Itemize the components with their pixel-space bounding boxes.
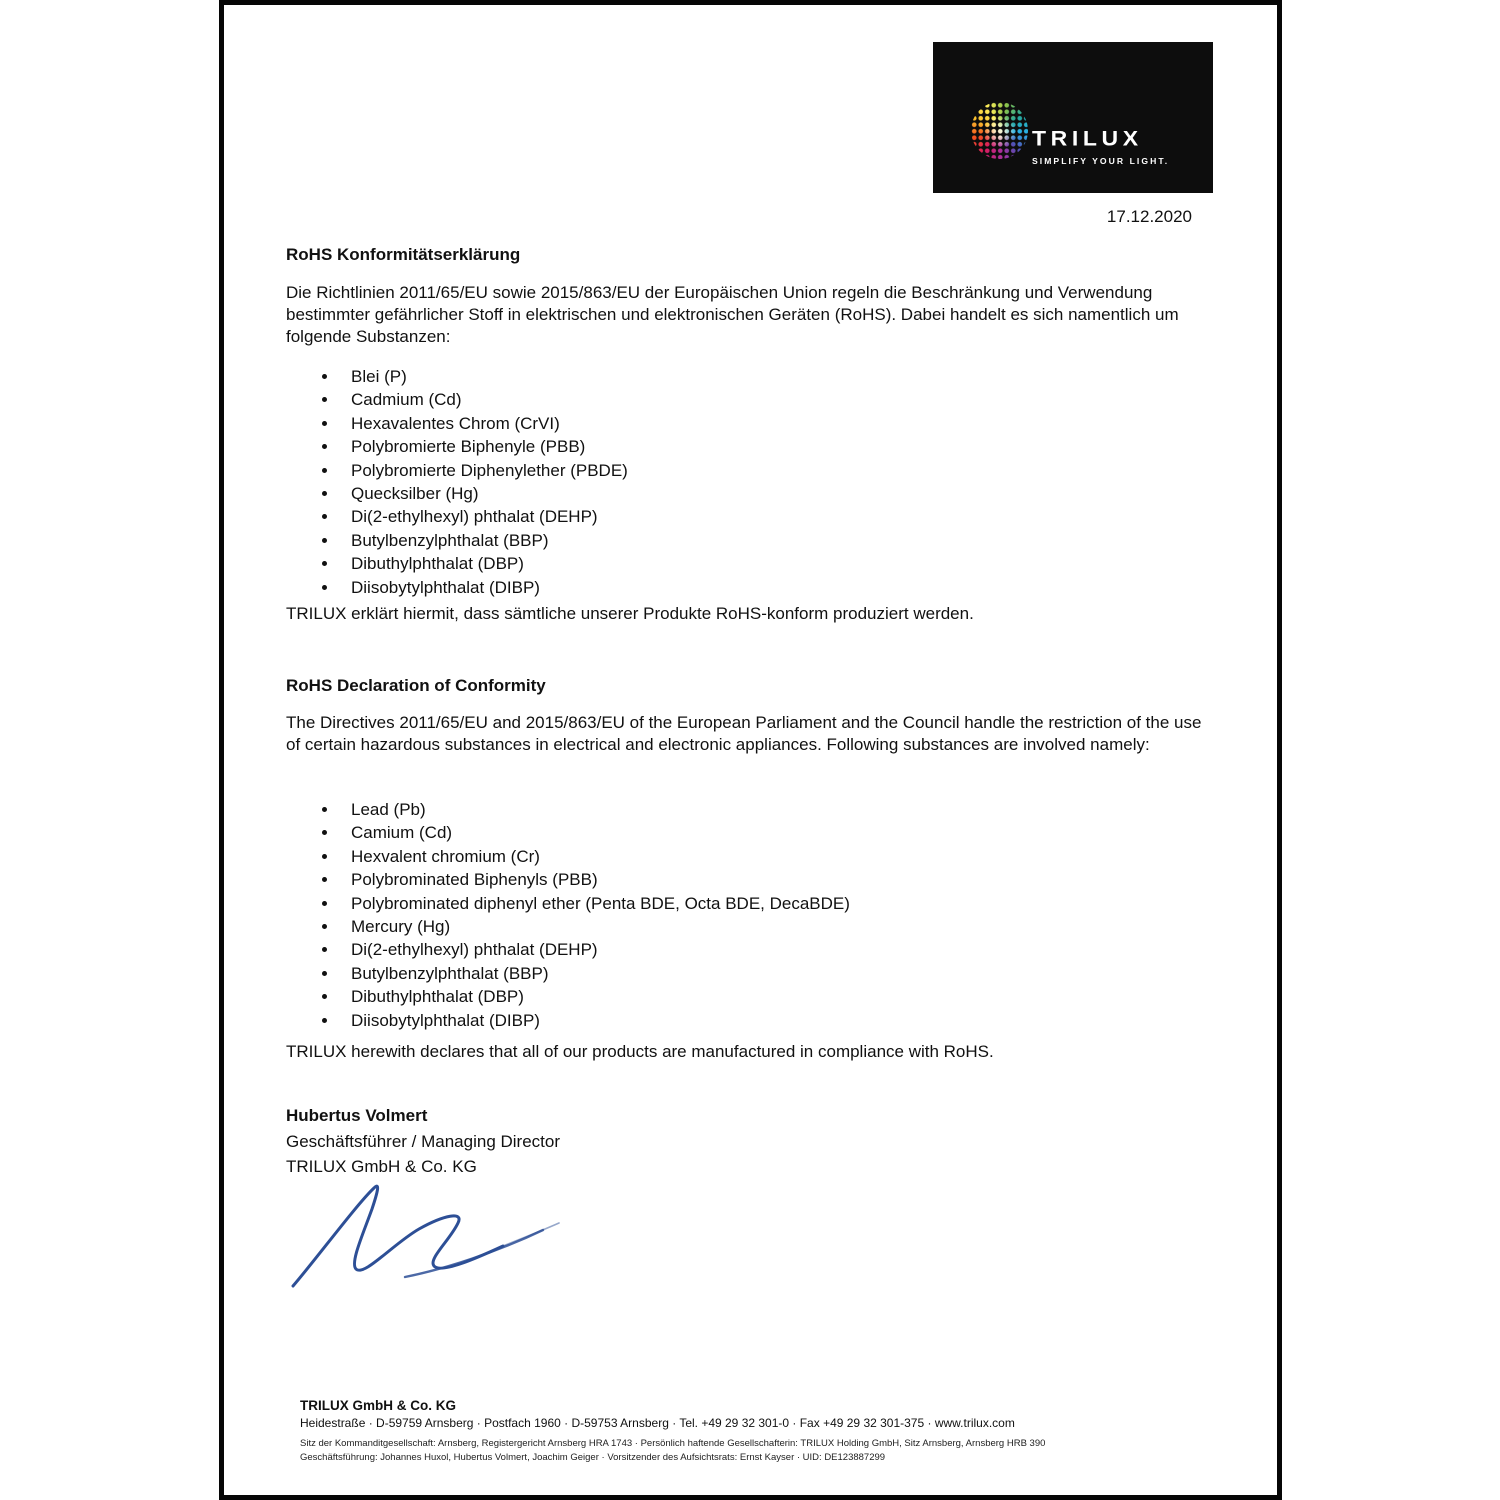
list-item: Lead (Pb): [351, 798, 850, 821]
signatory-title: Geschäftsführer / Managing Director: [286, 1131, 561, 1151]
list-item: Camium (Cd): [351, 821, 850, 844]
list-item: Polybromierte Biphenyle (PBB): [351, 435, 628, 458]
footer-legal-block: [300, 1437, 1045, 1464]
footer-address-line: Heidestraße · D-59759 Arnsberg · Postfach 1960 · D-59753 Arnsberg · Tel. +49 29 32 301-0 · Fax +49 29 32 301-375 · www.trilux.com: [300, 1416, 1015, 1430]
english-heading: RoHS Declaration of Conformity: [286, 676, 546, 695]
handwritten-signature: [287, 1178, 567, 1296]
english-closing-statement: TRILUX herewith declares that all of our products are manufactured in compliance with RoHS.: [286, 1042, 994, 1061]
list-item: Blei (P): [351, 365, 628, 388]
list-item: Cadmium (Cd): [351, 388, 628, 411]
dotted-globe-icon: [971, 102, 1028, 159]
footer-company-name: TRILUX GmbH & Co. KG: [300, 1398, 456, 1413]
logo-tagline-text: SIMPLIFY YOUR LIGHT.: [1032, 156, 1170, 166]
document-date: 17.12.2020: [1106, 207, 1192, 226]
list-item: Diisobytylphthalat (DIBP): [351, 576, 628, 599]
list-item: Hexvalent chromium (Cr): [351, 845, 850, 868]
list-item: Di(2-ethylhexyl) phthalat (DEHP): [351, 938, 850, 961]
list-item: Diisobytylphthalat (DIBP): [351, 1009, 850, 1032]
footer-legal-line1: Sitz der Kommanditgesellschaft: Arnsberg, Registergericht Arnsberg HRA 1743 · Persönlich haftende Gesellschafterin: TRILUX Holding GmbH, Sitz Arnsberg, Arnsberg HRB 390: [300, 1438, 1046, 1449]
trilux-logo: [933, 42, 1213, 193]
list-item: Butylbenzylphthalat (BBP): [351, 529, 628, 552]
list-item: Polybrominated Biphenyls (PBB): [351, 868, 850, 891]
list-item: Dibuthylphthalat (DBP): [351, 552, 628, 575]
list-item: Dibuthylphthalat (DBP): [351, 985, 850, 1008]
footer-legal-line2: Geschäftsführung: Johannes Huxol, Hubertus Volmert, Joachim Geiger · Vorsitzender des Aufsichtsrats: Ernst Kayser · UID: DE123887299: [300, 1451, 886, 1463]
list-item: Polybrominated diphenyl ether (Penta BDE, Octa BDE, DecaBDE): [351, 892, 850, 915]
logo-wordmark: [1032, 126, 1169, 166]
list-item: Polybromierte Diphenylether (PBDE): [351, 459, 628, 482]
english-intro-paragraph: The Directives 2011/65/EU and 2015/863/EU of the European Parliament and the Council handle the restriction of the use of certain hazardous substances in electrical and electronic appliances. Following substances are involved namely:: [286, 713, 1202, 754]
german-substance-list: [351, 365, 628, 599]
list-item: Butylbenzylphthalat (BBP): [351, 962, 850, 985]
german-heading: RoHS Konformitätserklärung: [286, 245, 521, 264]
signatory-block: [286, 1103, 1203, 1180]
list-item: Di(2-ethylhexyl) phthalat (DEHP): [351, 505, 628, 528]
document-page: [219, 0, 1282, 1500]
list-item: Mercury (Hg): [351, 915, 850, 938]
list-item: Hexavalentes Chrom (CrVI): [351, 412, 628, 435]
signatory-name: Hubertus Volmert: [286, 1106, 428, 1125]
list-item: Quecksilber (Hg): [351, 482, 628, 505]
german-intro-paragraph: Die Richtlinien 2011/65/EU sowie 2015/863/EU der Europäischen Union regeln die Beschränkung und Verwendung bestimmter gefährlicher Stoff in elektrischen und elektronischen Geräten (RoHS). Dabei handelt es sich namentlich um folgende Substanzen:: [286, 283, 1179, 346]
german-closing-statement: TRILUX erklärt hiermit, dass sämtliche unserer Produkte RoHS-konform produziert werden.: [286, 604, 974, 623]
signatory-company: TRILUX GmbH & Co. KG: [286, 1157, 477, 1176]
logo-brand-text: TRILUX: [1032, 126, 1143, 150]
english-substance-list: [351, 798, 850, 1032]
